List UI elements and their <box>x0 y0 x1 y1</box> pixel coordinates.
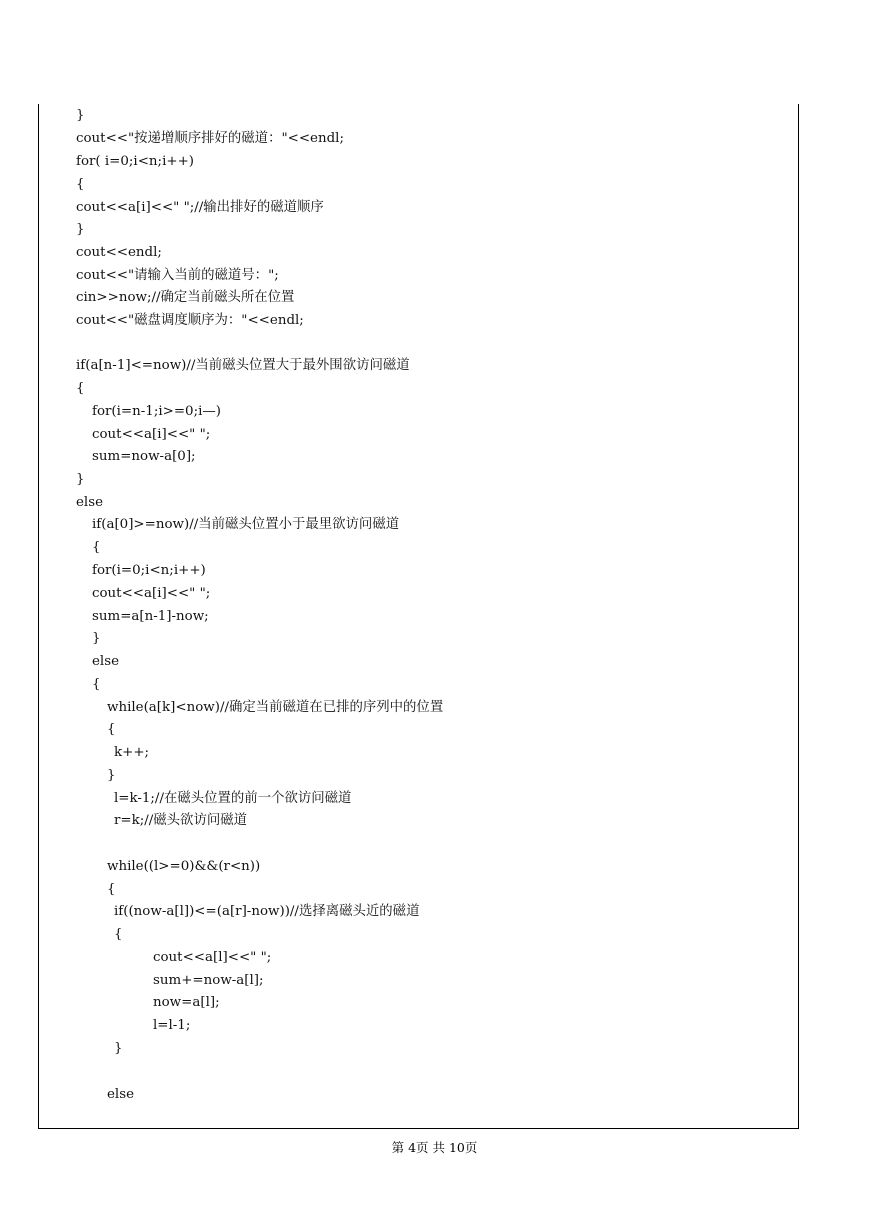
code-line: cout<<"请输入当前的磁道号："; <box>76 268 279 283</box>
code-line: } <box>76 108 85 123</box>
code-line: cout<<endl; <box>76 245 162 260</box>
code-line: if((now-a[l])<=(a[r]-now))//选择离磁头近的磁道 <box>114 904 420 919</box>
code-line: { <box>92 540 101 555</box>
code-line: } <box>114 1041 123 1056</box>
code-line: k++; <box>114 745 150 760</box>
code-line: now=a[l]; <box>153 995 220 1010</box>
code-line: cout<<a[i]<<" "; <box>92 586 211 601</box>
code-line: r=k;//磁头欲访问磁道 <box>114 813 248 828</box>
page-number: 第 4页 共 10页 <box>391 1140 478 1155</box>
code-line: cout<<a[i]<<" ";//输出排好的磁道顺序 <box>76 200 324 215</box>
code-line: for(i=n-1;i>=0;i—) <box>92 404 221 419</box>
code-line: while(a[k]<now)//确定当前磁道在已排的序列中的位置 <box>107 700 444 715</box>
code-line: cout<<"磁盘调度顺序为："<<endl; <box>76 313 304 328</box>
code-line: { <box>76 177 85 192</box>
code-line: while((l>=0)&&(r<n)) <box>107 859 261 874</box>
code-line: } <box>76 222 85 237</box>
code-line: { <box>107 722 116 737</box>
code-line: cin>>now;//确定当前磁头所在位置 <box>76 290 295 305</box>
code-line: sum=now-a[0]; <box>92 449 196 464</box>
code-line: cout<<a[l]<<" "; <box>153 950 272 965</box>
code-line: cout<<"按递增顺序排好的磁道："<<endl; <box>76 131 344 146</box>
code-line: else <box>92 654 120 669</box>
code-line: { <box>92 677 101 692</box>
code-line: for( i=0;i<n;i++) <box>76 154 195 169</box>
code-line: else <box>76 495 104 510</box>
code-line: else <box>107 1087 135 1102</box>
code-line: { <box>107 882 116 897</box>
code-line: sum=a[n-1]-now; <box>92 609 209 624</box>
code-line: { <box>114 927 123 942</box>
code-line: l=l-1; <box>153 1018 191 1033</box>
code-line: for(i=0;i<n;i++) <box>92 563 206 578</box>
code-line: cout<<a[i]<<" "; <box>92 427 211 442</box>
code-line: { <box>76 381 85 396</box>
code-line: } <box>76 472 85 487</box>
code-line: sum+=now-a[l]; <box>153 973 264 988</box>
code-line: l=k-1;//在磁头位置的前一个欲访问磁道 <box>114 791 352 806</box>
code-line: if(a[n-1]<=now)//当前磁头位置大于最外围欲访问磁道 <box>76 358 410 373</box>
code-line: if(a[0]>=now)//当前磁头位置小于最里欲访问磁道 <box>92 517 400 532</box>
code-line: } <box>107 768 116 783</box>
code-line: } <box>92 631 101 646</box>
